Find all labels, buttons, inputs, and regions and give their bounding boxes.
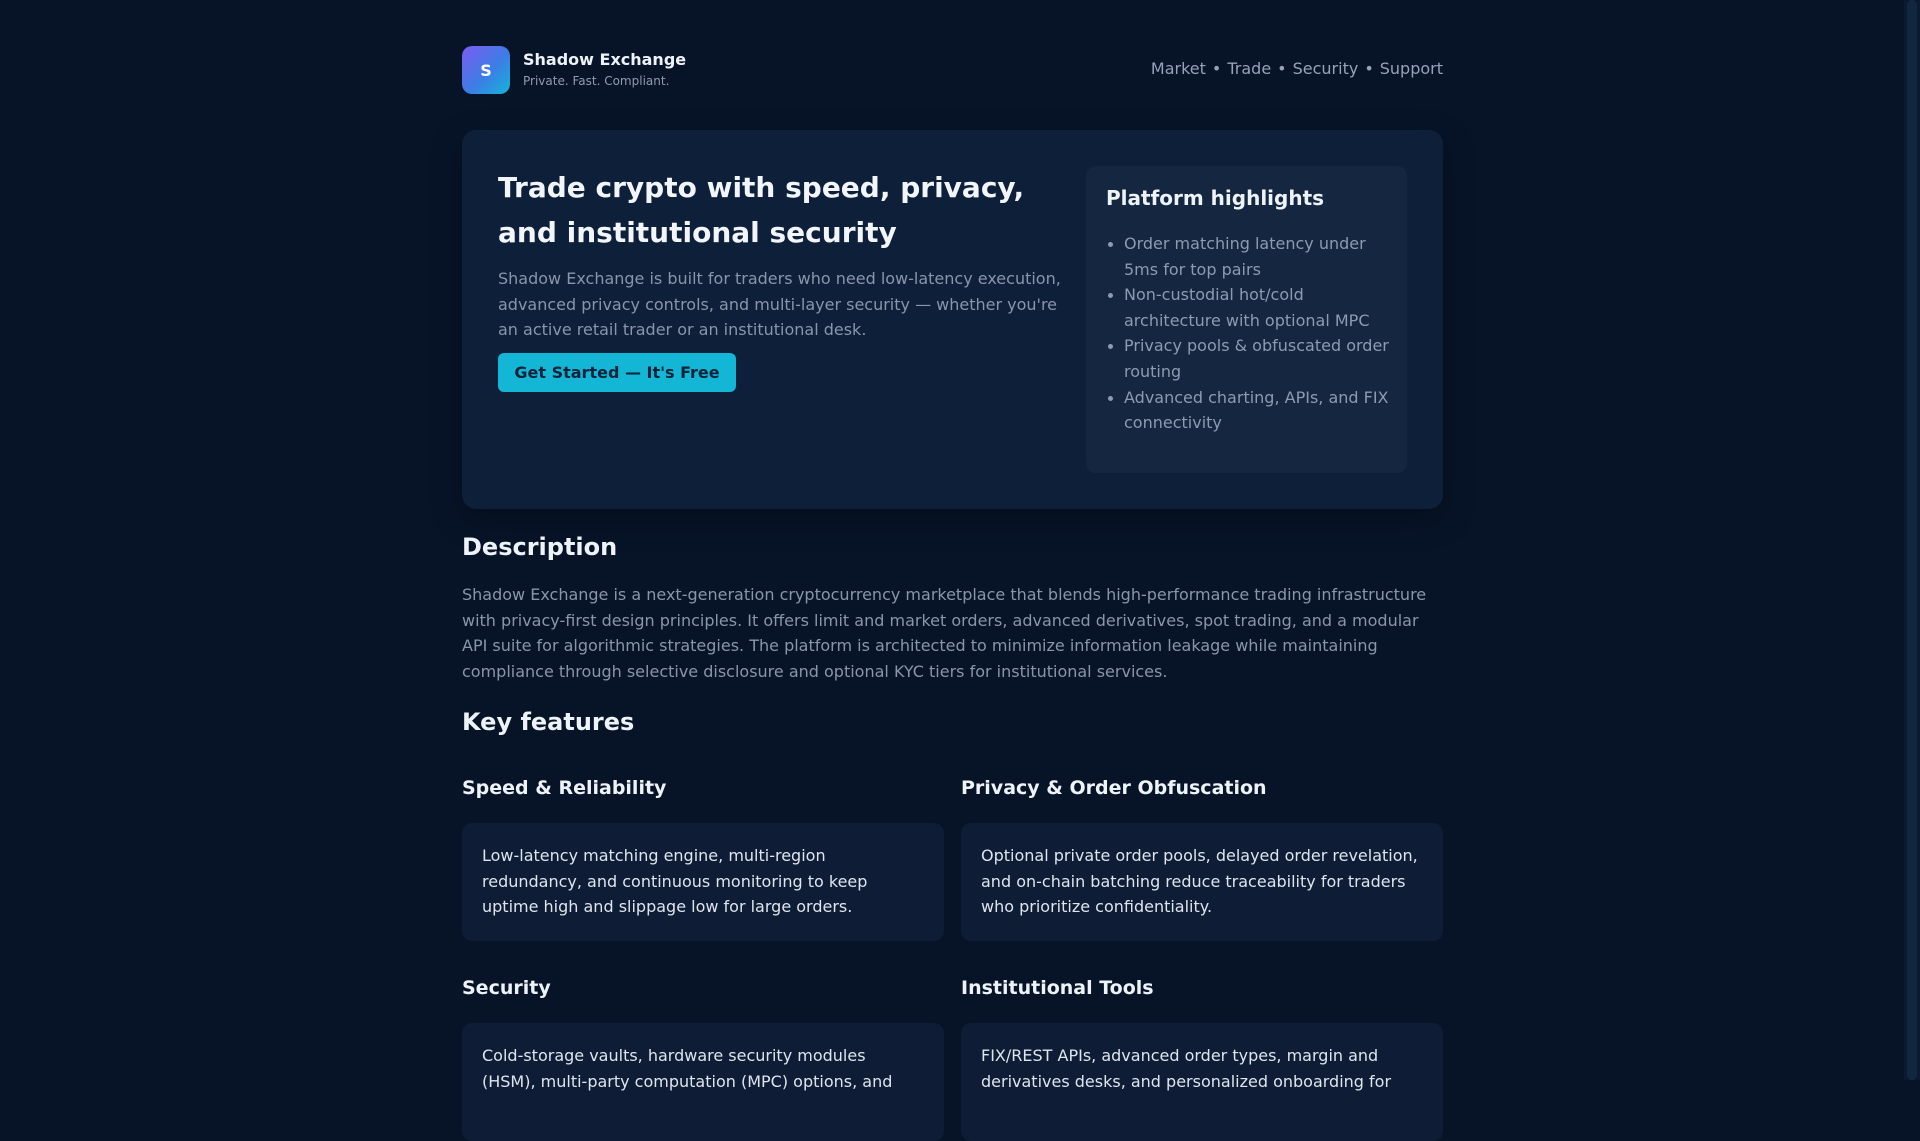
highlights-title: Platform highlights	[1106, 186, 1325, 210]
highlight-item: Order matching latency under 5ms for top pairs	[1106, 231, 1391, 282]
hero-title: Trade crypto with speed, privacy, and institutional security	[498, 171, 1025, 249]
highlights-list	[1106, 231, 1391, 436]
hero-card	[462, 130, 1443, 509]
scrollbar-thumb[interactable]	[1907, 0, 1917, 1080]
key-features-heading: Key features	[462, 708, 635, 736]
feature-title-security: Security	[462, 977, 551, 999]
highlight-item: Advanced charting, APIs, and FIX connectivity	[1106, 385, 1391, 436]
brand-logo[interactable]	[462, 46, 510, 94]
feature-text-speed: Low-latency matching engine, multi-region redundancy, and continuous monitoring to keep uptime high and slippage low for large orders.	[482, 846, 868, 917]
platform-highlights-panel	[1086, 166, 1407, 473]
feature-card-institutional	[961, 1023, 1443, 1141]
highlight-item: Privacy pools & obfuscated order routing	[1106, 333, 1391, 384]
nav-link-support[interactable]: Support	[1379, 59, 1443, 78]
scrollbar-track[interactable]	[1904, 0, 1920, 1080]
nav-link-market[interactable]: Market	[1150, 59, 1206, 78]
site-header	[462, 46, 1443, 94]
nav-separator: •	[1364, 59, 1374, 78]
brand-tagline: Private. Fast. Compliant.	[523, 74, 670, 88]
feature-text-security: Cold-storage vaults, hardware security modules (HSM), multi-party computation (MPC) options, and	[482, 1046, 893, 1091]
description-heading: Description	[462, 533, 618, 561]
feature-text-institutional: FIX/REST APIs, advanced order types, margin and derivatives desks, and personalized onboarding for	[981, 1046, 1392, 1091]
feature-title-privacy: Privacy & Order Obfuscation	[961, 777, 1267, 799]
feature-card-security	[462, 1023, 944, 1141]
brand-name[interactable]: Shadow Exchange	[523, 50, 687, 69]
top-nav	[1151, 59, 1443, 78]
feature-card-privacy	[961, 823, 1443, 941]
highlight-item: Non-custodial hot/cold architecture with optional MPC	[1106, 282, 1391, 333]
description-text: Shadow Exchange is a next-generation cryptocurrency marketplace that blends high-performance trading infrastructure with privacy-first design principles. It offers limit and market orders, advanced derivatives, spot trading, and a modular API suite for algorithmic strategies. The platform is architected to minimize information leakage while maintaining compliance through selective disclosure and optional KYC tiers for institutional services.	[462, 585, 1427, 681]
nav-link-security[interactable]: Security	[1292, 59, 1359, 78]
feature-title-institutional: Institutional Tools	[961, 977, 1154, 999]
get-started-button[interactable]: Get Started — It's Free	[498, 353, 736, 392]
nav-separator: •	[1277, 59, 1287, 78]
feature-card-speed	[462, 823, 944, 941]
hero-description: Shadow Exchange is built for traders who need low-latency execution, advanced privacy controls, and multi-layer security — whether you're an active retail trader or an institutional desk.	[498, 269, 1061, 340]
feature-text-privacy: Optional private order pools, delayed order revelation, and on-chain batching reduce traceability for traders who prioritize confidentiality.	[981, 846, 1418, 917]
logo-letter: S	[480, 60, 492, 80]
nav-separator: •	[1211, 59, 1222, 78]
feature-title-speed: Speed & Reliability	[462, 777, 667, 799]
nav-link-trade[interactable]: Trade	[1227, 59, 1272, 78]
